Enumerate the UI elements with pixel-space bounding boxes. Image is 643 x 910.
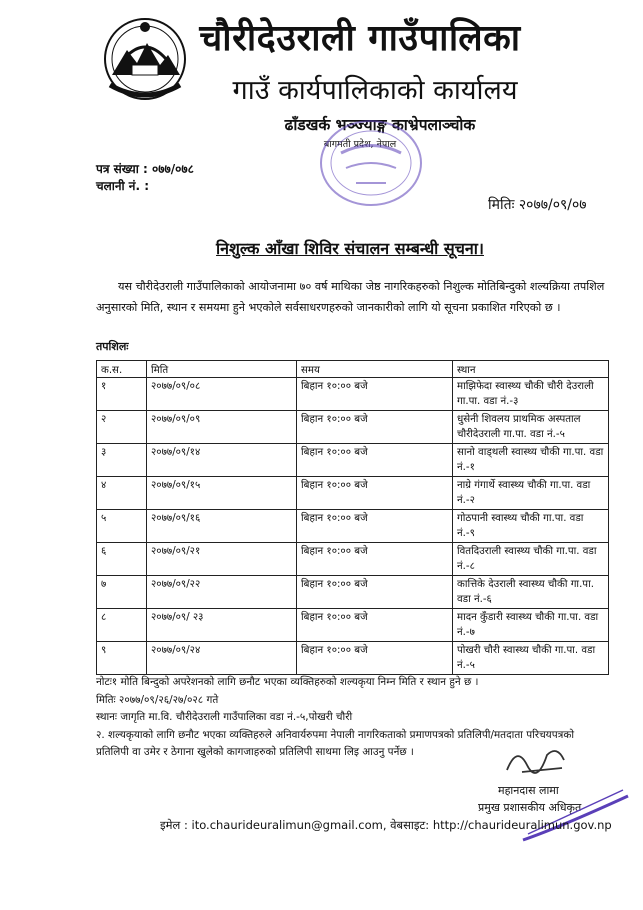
cell-serial: ५ [97,510,147,543]
date-value: २०७७/०९/०७ [518,197,587,213]
table-row [97,378,609,411]
cell-time: बिहान १०:०० बजे [297,642,453,675]
cell-location: धुसेनी शिवलय प्राथमिक अस्पताल चौरीदेउराली गा.पा. वडा नं.-५ [453,411,609,444]
org-name-heading: चौरीदेउराली गाउँपालिका [199,18,521,59]
header-location: स्थान [453,361,609,378]
cell-time: बिहान १०:०० बजे [297,411,453,444]
cell-location: गोठपानी स्वास्थ्य चौकी गा.पा. वडा नं.-९ [453,510,609,543]
note-line: मितिः २०७७/०९/२६/२७/०२८ गते [96,693,219,706]
cell-date: २०७७/०९/०८ [147,378,297,411]
notice-body: यस चौरीदेउराली गाउँपालिकाको आयोजनामा ७० वर्ष माथिका जेष्ठ नागरिकहरुको निशुल्क मोतिबिन्दुको शल्यक्रिया तपशिल अनुसारको मिति, स्थान र समयमा हुने भएकोले सर्वसाधरणहरुको जानकारीको लागि यो सूचना प्रकाशित गरिएको छ । [96,280,605,314]
cell-time: बिहान १०:०० बजे [297,378,453,411]
cell-serial: ८ [97,609,147,642]
note-line: २. शल्यकृयाको लागि छनौट भएका व्यक्तिहरुले अनिवार्यरुपमा नेपाली नागरिकताको प्रमाणपत्रको प्रतिलिपी/मतदाता परिचयपत्रको [96,728,575,741]
cell-date: २०७७/०९/२४ [147,642,297,675]
office-address: ढाँडखर्क भञ्ज्याङ्ग काभ्रेपलाञ्चोक [284,116,476,134]
cell-location: मादन कुँडारी स्वास्थ्य चौकी गा.पा. वडा नं.-७ [453,609,609,642]
cell-date: २०७७/०९/०९ [147,411,297,444]
cell-location: पोखरी चौरी स्वास्थ्य चौकी गा.पा. वडा नं.-५ [453,642,609,675]
table-row [97,444,609,477]
province-line: बागमती प्रदेश, नेपाल [323,139,397,150]
reference-label: पत्र संख्या : [96,162,148,176]
contact-footer: इमेल : ito.chaurideuralimun@gmail.com, वेबसाइट: http://chaurideuralimun.gov.np [160,818,612,832]
cell-date: २०७७/०९/१६ [147,510,297,543]
cell-date: २०७७/०९/ २३ [147,609,297,642]
handwritten-signature-image [502,740,572,780]
table-row [97,642,609,675]
table-row [97,510,609,543]
office-heading: गाउँ कार्यपालिकाको कार्यालय [232,75,518,106]
dispatch-number [96,177,149,194]
cell-time: बिहान १०:०० बजे [297,510,453,543]
dispatch-label: चलानी नं. : [96,179,150,193]
cell-time: बिहान १०:०० बजे [297,444,453,477]
header-date: मिति [147,361,297,378]
table-header-row [97,361,609,378]
table-row [97,411,609,444]
signatory-name: महानदास लामा [498,784,559,797]
office-stamp-image [316,113,426,213]
cell-serial: ७ [97,576,147,609]
table-row [97,576,609,609]
header-time: समय [297,361,453,378]
note-line: स्थानः जागृति मा.वि. चौरीदेउराली गाउँपालिका वडा नं.-५,पोखरी चौरी [96,711,353,723]
note-line: प्रतिलिपी वा उमेर र ठेगाना खुलेको कागजाहरुको प्रतिलिपी साथमा लिइ आउनु पर्नेछ । [96,746,414,758]
cell-date: २०७७/०९/१५ [147,477,297,510]
cell-serial: १ [97,378,147,411]
cell-time: बिहान १०:०० बजे [297,609,453,642]
cell-serial: ९ [97,642,147,675]
cell-location: नाग्रे गंगार्थे स्वास्थ्य चौकी गा.पा. वडा नं.-२ [453,477,609,510]
cell-time: बिहान १०:०० बजे [297,543,453,576]
cell-location: कात्तिके देउराली स्वास्थ्य चौकी गा.पा. वडा नं.-६ [453,576,609,609]
signatory-title: प्रमुख प्रशासकीय अधिकृत [478,801,582,814]
cell-location: वितदिउराली स्वास्थ्य चौकी गा.पा. वडा नं.-८ [453,543,609,576]
cell-time: बिहान १०:०० बजे [297,576,453,609]
cell-serial: ३ [97,444,147,477]
cell-time: बिहान १०:०० बजे [297,477,453,510]
cell-serial: ६ [97,543,147,576]
table-row [97,477,609,510]
table-row [97,609,609,642]
reference-number [96,160,194,177]
cell-location: माझिफेदा स्वास्थ्य चौकी चौरी देउराली गा.पा. वडा नं.-३ [453,378,609,411]
schedule-table [96,360,609,675]
cell-serial: ४ [97,477,147,510]
cell-location: सानो वाड्थली स्वास्थ्य चौकी गा.पा. वडा नं.-१ [453,444,609,477]
cell-serial: २ [97,411,147,444]
cell-date: २०७७/०९/१४ [147,444,297,477]
details-label: तपशिलः [96,340,129,353]
reference-value: ०७७/०७८ [151,162,194,176]
table-row [97,543,609,576]
note-line: नोटः१ मोति बिन्दुको अपरेशनको लागि छनौट भएका व्यक्तिहरुको शल्यकृया निम्न मिति र स्थान हुने छ । [96,676,479,688]
date-label: मितिः [488,197,515,213]
header-serial: क.स. [97,361,147,378]
notice-subject: निशुल्क आँखा शिविर संचालन सम्बन्धी सूचना। [216,239,484,258]
cell-date: २०७७/०९/२१ [147,543,297,576]
municipality-emblem-logo [102,15,188,105]
letter-date [488,195,587,214]
cell-date: २०७७/०९/२२ [147,576,297,609]
